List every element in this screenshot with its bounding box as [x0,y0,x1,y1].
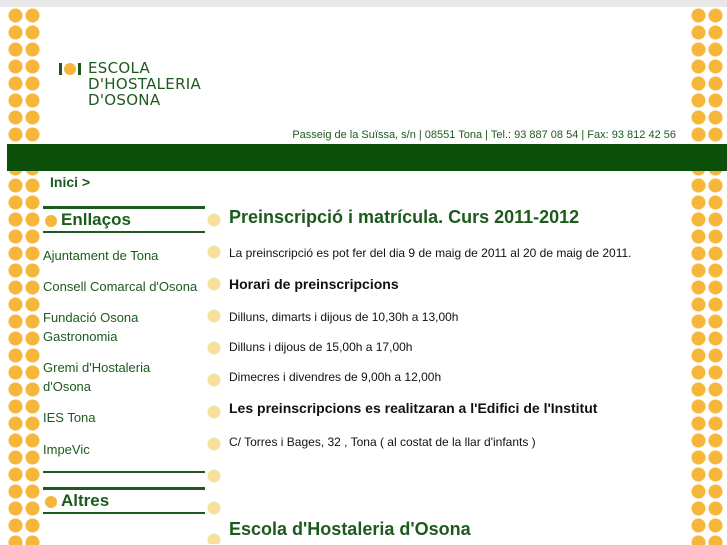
green-nav-bar [7,144,727,171]
schedule-line-1: Dilluns, dimarts i dijous de 10,30h a 13,00h [229,310,459,324]
sidebar-link-consell[interactable]: Consell Comarcal d'Osona [43,279,198,294]
location-heading: Les preinscripcions es realitzaran a l'Edifici de l'Institut [229,400,598,416]
bullet-icon [45,496,57,508]
section-title: Escola d'Hostaleria d'Osona [229,519,471,539]
logo-line-3: D'OSONA [88,91,161,109]
separator-dots [207,204,221,544]
logo-line-1: ESCOLA [88,59,151,77]
content-area [41,171,690,545]
left-dot-border [7,7,41,545]
schedule-line-3: Dimecres i divendres de 9,00h a 12,00h [229,370,442,384]
sidebar-link-ies-tona[interactable]: IES Tona [43,410,96,425]
logo-line-2: D'HOSTALERIA [88,75,202,93]
breadcrumb[interactable]: Inici > [50,174,91,190]
page-title: Preinscripció i matrícula. Curs 2011-2012 [229,207,580,227]
sidebar-links [43,246,205,459]
contact-address: Passeig de la Suïssa, s/n | 08551 Tona | Tel.: 93 887 08 54 | Fax: 93 812 42 56 [292,129,676,141]
sidebar-link-fundacio[interactable]: Fundació Osona Gastronomia [43,310,139,344]
sidebar-divider [43,471,205,473]
site-header [41,7,690,144]
logo-icon[interactable] [59,63,83,75]
logo-text[interactable] [88,60,201,108]
sidebar-link-impevic[interactable]: ImpeVic [43,442,90,457]
top-strip [0,0,727,7]
sidebar-heading-enllacos [43,206,205,233]
sidebar-link-ajuntament[interactable]: Ajuntament de Tona [43,248,159,263]
sidebar-heading-label: Enllaços [61,210,131,229]
sidebar-link-gremi[interactable]: Gremi d'Hostaleria d'Osona [43,360,151,394]
intro-text: La preinscripció es pot fer del dia 9 de maig de 2011 al 20 de maig de 2011. [229,246,632,260]
sidebar-heading-altres [43,487,205,514]
schedule-line-2: Dilluns i dijous de 15,00h a 17,00h [229,340,413,354]
location-text: C/ Torres i Bages, 32 , Tona ( al costat de la llar d'infants ) [229,435,536,449]
sidebar [43,206,205,514]
bullet-icon [45,215,57,227]
right-dot-border [690,7,724,545]
schedule-heading: Horari de preinscripcions [229,276,399,292]
sidebar-heading-label: Altres [61,491,110,510]
